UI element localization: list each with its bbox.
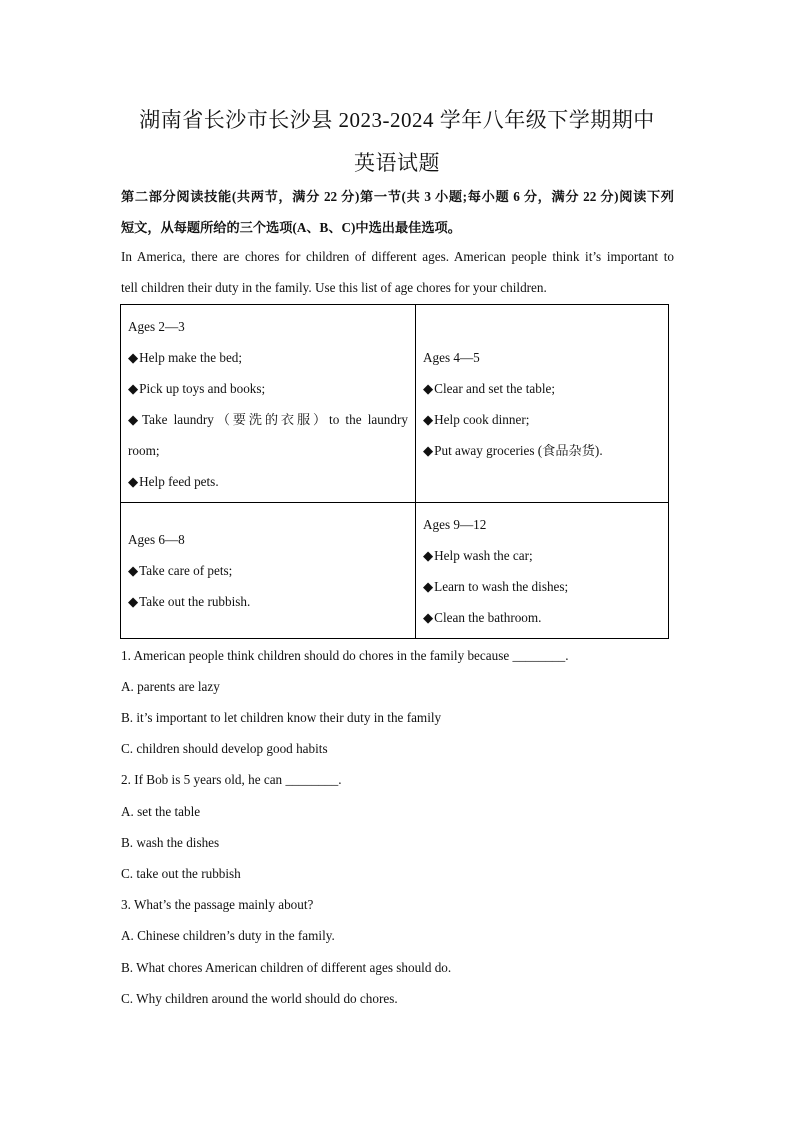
passage-line-2: tell children their duty in the family. Use this list of age chores for your children. [121, 280, 547, 295]
question-3-option-b: B. What chores American children of different ages should do. [121, 960, 452, 975]
table-cell-ages-6-8 [121, 503, 416, 639]
list-item: ◆Take care of pets; [128, 563, 233, 578]
diamond-bullet-icon: ◆ [128, 380, 139, 396]
instructions-line-2: 短文，从每题所给的三个选项(A、B、C)中选出最佳选项。 [121, 220, 461, 235]
list-item: ◆Clear and set the table; [423, 380, 555, 396]
list-item: ◆Learn to wash the dishes; [423, 578, 569, 594]
cell-heading: Ages 4—5 [423, 349, 480, 365]
diamond-bullet-icon: ◆ [423, 578, 434, 594]
diamond-bullet-icon: ◆ [423, 380, 434, 396]
table-cell-ages-9-12 [416, 503, 669, 639]
diamond-bullet-icon: ◆ [423, 411, 434, 427]
table-cell-ages-4-5 [416, 305, 669, 503]
diamond-bullet-icon: ◆ [128, 349, 139, 365]
list-item: ◆Help wash the car; [423, 547, 533, 563]
question-3-option-c: C. Why children around the world should do chores. [121, 991, 398, 1006]
diamond-bullet-icon: ◆ [128, 563, 139, 578]
list-item: ◆Take out the rubbish. [128, 594, 251, 609]
table-cell-ages-2-3 [121, 305, 416, 503]
page-title: 湖南省长沙市长沙县 2023-2024 学年八年级下学期期中 [139, 108, 655, 132]
list-item: ◆Clean the bathroom. [423, 609, 542, 625]
diamond-bullet-icon: ◆ [128, 594, 139, 609]
list-item-continuation: room; [128, 442, 160, 458]
list-item: ◆Help feed pets. [128, 473, 219, 489]
table-row [121, 305, 669, 503]
passage-line-1: In America, there are chores for children of different ages. American people think it’s important to [121, 249, 674, 264]
question-3-option-a: A. Chinese children’s duty in the family. [121, 928, 335, 943]
cell-heading: Ages 6—8 [128, 532, 185, 547]
question-2-option-c: C. take out the rubbish [121, 866, 241, 881]
diamond-bullet-icon: ◆ [128, 473, 139, 489]
table-row [121, 503, 669, 639]
diamond-bullet-icon: ◆ [423, 547, 434, 563]
list-item: ◆Help cook dinner; [423, 411, 530, 427]
list-item: ◆Help make the bed; [128, 349, 243, 365]
question-2-option-a: A. set the table [121, 804, 201, 819]
question-1-stem: 1. American people think children should do chores in the family because ________. [121, 648, 569, 663]
list-item: ◆Pick up toys and books; [128, 380, 266, 396]
question-2-stem: 2. If Bob is 5 years old, he can ________. [121, 772, 342, 787]
cell-heading: Ages 2—3 [128, 318, 185, 334]
diamond-bullet-icon: ◆ [423, 609, 434, 625]
diamond-bullet-icon: ◆ [128, 411, 141, 427]
question-1-option-a: A. parents are lazy [121, 679, 220, 694]
question-2-option-b: B. wash the dishes [121, 835, 220, 850]
question-1-option-c: C. children should develop good habits [121, 741, 328, 756]
instructions-line-1: 第二部分阅读技能(共两节，满分 22 分)第一节(共 3 小题;每小题 6 分，满分 22 分)阅读下列 [121, 189, 674, 204]
list-item: ◆Take laundry（要洗的衣服）to the laundry [128, 411, 408, 427]
cell-heading: Ages 9—12 [423, 516, 487, 532]
question-1-option-b: B. it’s important to let children know their duty in the family [121, 710, 442, 725]
question-3-stem: 3. What’s the passage mainly about? [121, 897, 314, 912]
page-subtitle: 英语试题 [354, 151, 440, 175]
diamond-bullet-icon: ◆ [423, 442, 434, 458]
chores-table [120, 304, 669, 639]
list-item: ◆Put away groceries (食品杂货). [423, 442, 603, 458]
